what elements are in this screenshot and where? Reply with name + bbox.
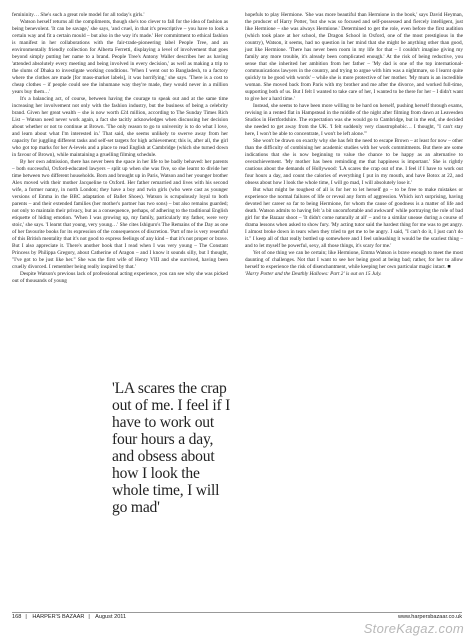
pull-quote: 'LA scares the crap out of me. I feel if I have to work out four hours a day, and obsess about how I look the whole time, I will go mad' — [112, 380, 231, 516]
issue-date: August 2011 — [95, 614, 127, 620]
end-mark: ■ — [447, 264, 451, 270]
page-number: 168 — [12, 614, 22, 620]
paragraph-text: Yet of one thing we can be certain; like Hermione, Emma Watson is brave enough to meet the most daunting of challenges. Not that I want to see her being good at being bad; rather, for her to allow herself to experience the risk of disenchantment, while keeping her own particular magic intact. — [245, 250, 463, 270]
article-column-right — [245, 12, 463, 278]
footer-url[interactable]: www.harpersbazaar.co.uk — [397, 614, 462, 620]
paragraph: But what might be toughest of all is for her to let herself go – to be free to make mistakes or experience the normal failures of life or reveal any form of aggression. Which isn't surprising, having devoted her career so far to being Hermione, for whom the cause of goodness is a matter of life and death. Watson admits to having felt 'a bit uncomfortable and awkward' while portraying the role of bad girl for the Bazaar shoot – 'It didn't come naturally at all' – and to a similar unease during a course of drama lessons when asked to show fury. 'My acting tutor said the hardest thing for me was to get angry. I almost broke down in tears when they tried to get me to be angry. I said, "I can't do it, I just can't do it." I keep all of that really bottled up somewhere and I feel unleashing it would be the scariest thing – and to let myself be powerful, sexy, all those things, it's scary for me.' — [245, 187, 463, 249]
paragraph: By her own admission, there has never been the space in her life to be badly behaved: her parents – both successful, Oxford-educated lawyers – split up when she was five, so she learnt to divide her time between two different households. Born and brought up in Paris, Watson and her younger brother Alex moved with their mother Jacqueline to Oxford. Her father remarried and lives with his second wife, a former nanny, in north London; they have a boy and twin girls (who were cast as younger versions of Emma in the BBC adaptation of Ballet Shoes). Watson is scrupulously loyal to both parents – and their extended families (her mother's partner has two sons) – but also remains guarded; not only to maintain their privacy, but as a consequence, perhaps, of adhering to the traditional English etiquette of hiding emotion. 'When I was growing up, my family, particularly my father, were very stoic,' she says. 'I learnt that young, very young…' She cites Ishiguro's The Remains of the Day as one of her favourite books for its expression of the consequences of discretion. 'Part of me is very resentful of this British mentality that it's not good to express feelings of any kind – that it's not proper or brave. But I also appreciate it. There's another book that I read when I was very young – The Constant Princess by Philippa Gregory, about Catherine of Aragon – and I know it sounds silly, but I thought, "I've got to be just like her." She was the first wife of Henry VIII and she survived, having been cruelly divorced. I remember being really inspired by that.' — [12, 159, 228, 270]
footer-left: 168 | HARPER'S BAZAAR | August 2011 — [12, 614, 127, 620]
paragraph: Despite Watson's previous lack of professional acting experience, you can see why she was picked out of thousands of young — [12, 271, 228, 284]
paragraph — [245, 250, 463, 271]
watermark: StoreKagaz.com — [363, 621, 464, 636]
paragraph: Watson herself returns all the compliments, though she's too clever to fall for the idea of fashion as being benevolent. 'It can be savage,' she says, 'and cruel, in that it's prescriptive – you have to look a certain way and fit a certain mould – but also in the way it's made.' Her commitment to ethical fashion is manifest in her collaborations with the fair-trade-pioneering label People Tree, and an environmentally friendly collection for Alberta Ferretti, displaying a level of involvement that goes beyond simply putting her name to a brand. People Tree's Antony Waller describes her as having 'attended absolutely every meeting and being involved in every decision,' as well as making a trip to the slums of Dhaka to investigate working conditions. 'When I went out to Bangladesh, to a factory where the clothes are made [for mass-market labels], it was horrifying,' she says. 'There is a cost to cheap clothes – if people could see the inhumane way they're made, they would never in a million years buy them…' — [12, 19, 228, 95]
pull-quote-box — [115, 141, 239, 257]
photo-credit-line: 'Harry Potter and the Deathly Hallows: Part 2' is out on 15 July. — [245, 271, 382, 277]
paragraph: hopefuls to play Hermione. 'She was more beautiful than Hermione in the book,' says David Heyman, the producer of Harry Potter, 'but she was so focused and self-possessed and fiercely intelligent, just like Hermione – she was always Hermione.' Determined to get the role, even before the first audition (which took place at her school, the Dragon School in Oxford, one of the most prestigious in the country), Watson, it seems, had no question in her mind that she might be anything other than good, just like Hermione. 'There has never been room in my life for that – I couldn't imagine giving my family any more trouble, it's already been complicated enough.' At the risk of being reductive, you sense that she inherited her ambition from her father – 'My dad is one of the top international-communications lawyers in the country, and trying to argue with him was a nightmare, so I learnt quite quickly to be good with words' – while she is more protective of her mother. 'My mum is an incredible woman. She moved back from Paris with my brother and me after the divorce, and worked full-time, supporting both of us. But I felt I wanted to take care of her, I wanted to be there for her – I didn't want to give her a hard time.' — [245, 12, 463, 102]
paragraph: femininity… She's such a great role model for all today's girls.' — [12, 12, 145, 18]
footer-rule — [12, 612, 462, 613]
magazine-name: HARPER'S BAZAAR — [32, 614, 85, 620]
wrap-block — [245, 138, 463, 187]
paragraph: It's a balancing act, of course, between having the courage to speak out and at the same time increasing her involvement not only with the fashion industry, but the business of being a celebrity brand. Given her great wealth – she is now worth £24 million, according to The Sunday Times Rich List – Watson need never work again, a fact she tacitly acknowledges when discussing her decision about whether or not to continue at Brown. 'The only reason to go to university is to do what I love, and learn about what I'm interested in.' That said, she seems unlikely to swerve away from her capacity for juggling different tasks and self-set targets for high achievement; this is, after all, the girl who got top marks for her A-levels and a place to read English at Cambridge (which she turned down in favour of Brown), while maintaining a gruelling filming schedule. — [12, 96, 228, 158]
paragraph: She won't be drawn on exactly why she has felt the need to escape Brown – at least for now – other than the difficulty of combining her academic studies with her work commitments. But there are some indications that she is now beginning to value the chance to be happy as an alternative to overachievement. 'My mother has been reminding me that happiness is important.' She is rightly cautious about the demands of Hollywood: 'LA scares the crap out of me. I feel if I have to work out four hours a day, and count the calories of everything I put in my mouth, and have Botox at 22, and obsess about how I look the whole time, I will go mad, I will absolutely lose it.' — [245, 138, 463, 186]
paragraph: Instead, she seems to have been more willing to be hard on herself, pushing herself through exams, revising in a rented flat in Hampstead in the middle of the night after filming from dawn at Leavesden Studios in Hertfordshire. The expectation was she would go to Cambridge, but in the end, she decided she needed to get away from the UK. 'I felt suddenly very claustrophobic… I thought, "I can't stay here, I won't be able to concentrate, I won't be left alone."' — [245, 103, 463, 137]
